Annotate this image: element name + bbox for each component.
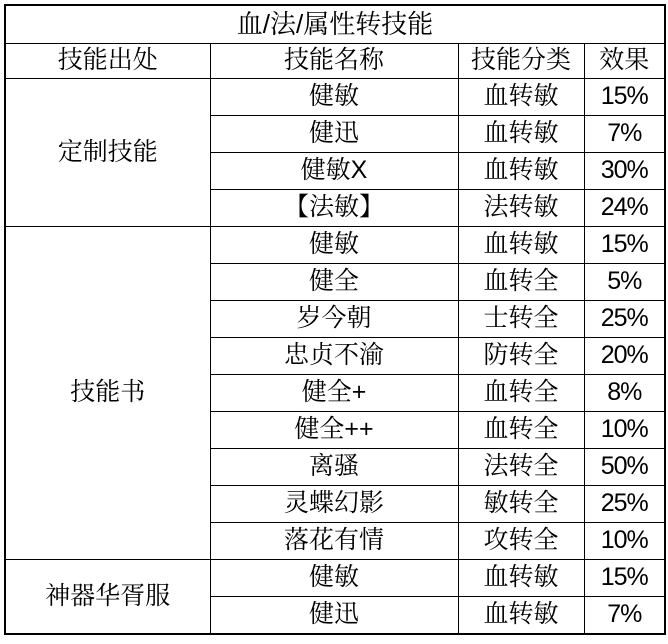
skill-category-cell: 血转全 [458,412,584,449]
skill-name-cell: 忠贞不渝 [210,338,458,375]
table-title-row [5,5,665,44]
table-row [5,227,665,264]
skill-effect-cell: 8% [584,375,665,412]
skill-name-cell: 健敏 [210,79,458,116]
skill-name-cell: 健迅 [210,116,458,153]
skill-category-cell: 敏转全 [458,486,584,523]
skill-effect-cell: 15% [584,79,665,116]
skill-category-cell: 攻转全 [458,523,584,560]
skill-category-cell: 血转敏 [458,227,584,264]
table-header-row [5,44,665,79]
group-source-label: 定制技能 [5,79,210,227]
table-title: 血/法/属性转技能 [5,5,665,44]
skill-category-cell: 血转敏 [458,116,584,153]
skill-name-cell: 健敏 [210,227,458,264]
skill-category-cell: 士转全 [458,301,584,338]
group-source-label: 技能书 [5,227,210,560]
skill-effect-cell: 25% [584,301,665,338]
skill-name-cell: 灵蝶幻影 [210,486,458,523]
table-row [5,560,665,597]
skill-category-cell: 防转全 [458,338,584,375]
skill-effect-cell: 15% [584,227,665,264]
skill-effect-cell: 10% [584,412,665,449]
skill-effect-cell: 7% [584,116,665,153]
skill-name-cell: 健全 [210,264,458,301]
skill-name-cell: 落花有情 [210,523,458,560]
table-row [5,79,665,116]
skill-category-cell: 血转敏 [458,153,584,190]
group-source-label: 神器华胥服 [5,560,210,635]
skill-name-cell: 健迅 [210,597,458,635]
skill-category-cell: 法转敏 [458,190,584,227]
skill-name-cell: 健敏X [210,153,458,190]
skill-effect-cell: 15% [584,560,665,597]
skill-effect-cell: 10% [584,523,665,560]
skill-effect-cell: 7% [584,597,665,635]
column-header-effect: 效果 [584,44,665,79]
skill-name-cell: 离骚 [210,449,458,486]
skill-conversion-table [4,4,666,635]
skill-category-cell: 血转敏 [458,597,584,635]
column-header-name: 技能名称 [210,44,458,79]
skill-name-cell: 【法敏】 [210,190,458,227]
skill-name-cell: 健敏 [210,560,458,597]
skill-effect-cell: 50% [584,449,665,486]
skill-category-cell: 血转全 [458,264,584,301]
skill-effect-cell: 30% [584,153,665,190]
skill-category-cell: 血转敏 [458,79,584,116]
skill-effect-cell: 20% [584,338,665,375]
skill-category-cell: 血转全 [458,375,584,412]
skill-effect-cell: 25% [584,486,665,523]
skill-name-cell: 健全+ [210,375,458,412]
column-header-category: 技能分类 [458,44,584,79]
skill-name-cell: 健全++ [210,412,458,449]
skill-effect-cell: 5% [584,264,665,301]
skill-category-cell: 法转全 [458,449,584,486]
column-header-source: 技能出处 [5,44,210,79]
skill-category-cell: 血转敏 [458,560,584,597]
skill-effect-cell: 24% [584,190,665,227]
skill-name-cell: 岁今朝 [210,301,458,338]
